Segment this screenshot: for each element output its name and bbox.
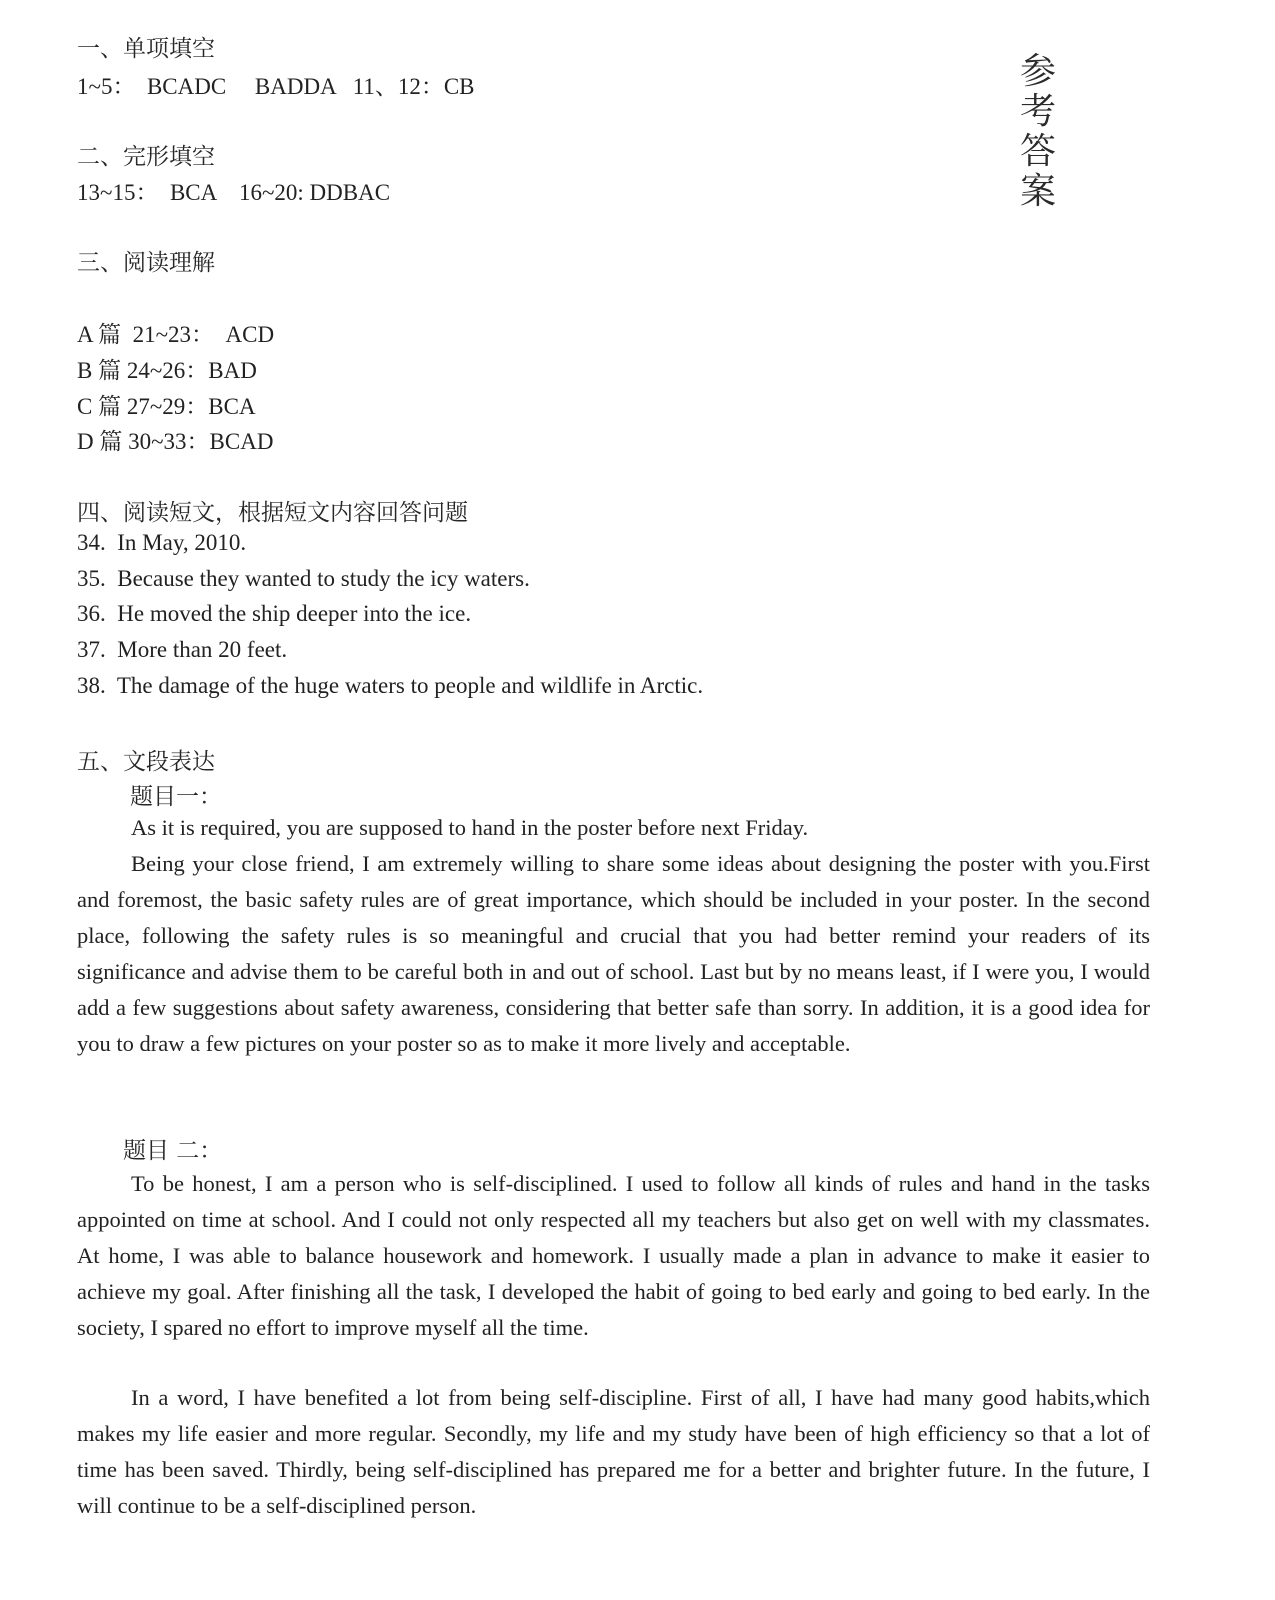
section-3-heading: 三、阅读理解 bbox=[77, 250, 215, 276]
section-3-line-a: A 篇 21~23： ACD bbox=[77, 322, 275, 347]
section-3-line-b: B 篇 24~26：BAD bbox=[77, 358, 257, 383]
section-5-heading: 五、文段表达 bbox=[77, 749, 215, 775]
topic-2-paragraph-1: To be honest, I am a person who is self-disciplined. I used to follow all kinds of rules and hand in the tasks appointed on time at school. And I could not only respected all my teachers but also get on well with my classmates. At home, I was able to balance housework and homework. I usually made a plan in advance to make it easier to achieve my goal. After finishing all the task, I developed the habit of going to bed early and going to bed early. In the society, I spared no effort to improve myself all the time. bbox=[77, 1171, 1150, 1340]
section-3-line-d: D 篇 30~33：BCAD bbox=[77, 429, 274, 454]
topic-2-label: 题目 二： bbox=[123, 1138, 223, 1164]
section-3-line-c: C 篇 27~29：BCA bbox=[77, 394, 256, 419]
vertical-title: 参考答案 bbox=[1019, 51, 1056, 212]
section-2-heading: 二、完形填空 bbox=[77, 144, 215, 170]
answer-37: 37. More than 20 feet. bbox=[77, 637, 288, 662]
section-1-heading: 一、单项填空 bbox=[77, 36, 215, 62]
section-4-heading: 四、阅读短文，根据短文内容回答问题 bbox=[77, 500, 468, 526]
answer-38: 38. The damage of the huge waters to people and wildlife in Arctic. bbox=[77, 673, 704, 698]
section-1-answers: 1~5： BCADC BADDA 11、12：CB bbox=[77, 74, 475, 99]
section-2-answers: 13~15： BCA 16~20: DDBAC bbox=[77, 180, 391, 205]
topic-1-paragraph-2: Being your close friend, I am extremely willing to share some ideas about designing the poster with you.First and foremost, the basic safety rules are of great importance, which should be included in your poster. In the second place, following the safety rules is so meaningful and crucial that you had better remind your readers of its significance and advise them to be careful both in and out of school. Last but by no means least, if I were you, I would add a few suggestions about safety awareness, considering that better safe than sorry. In addition, it is a good idea for you to draw a few pictures on your poster so as to make it more lively and acceptable. bbox=[77, 851, 1150, 1056]
answer-34: 34. In May, 2010. bbox=[77, 530, 247, 555]
topic-1-label: 题目一： bbox=[130, 784, 222, 810]
answer-36: 36. He moved the ship deeper into the ice. bbox=[77, 601, 472, 626]
answer-35: 35. Because they wanted to study the icy waters. bbox=[77, 566, 530, 591]
topic-2-paragraph-2: In a word, I have benefited a lot from being self-discipline. First of all, I have had many good habits,which makes my life easier and more regular. Secondly, my life and my study have been of high efficiency so that a lot of time has been saved. Thirdly, being self-disciplined has prepared me for a better and brighter future. In the future, I will continue to be a self-disciplined person. bbox=[77, 1385, 1150, 1518]
topic-1-paragraph-1: As it is required, you are supposed to hand in the poster before next Friday. bbox=[131, 815, 809, 840]
